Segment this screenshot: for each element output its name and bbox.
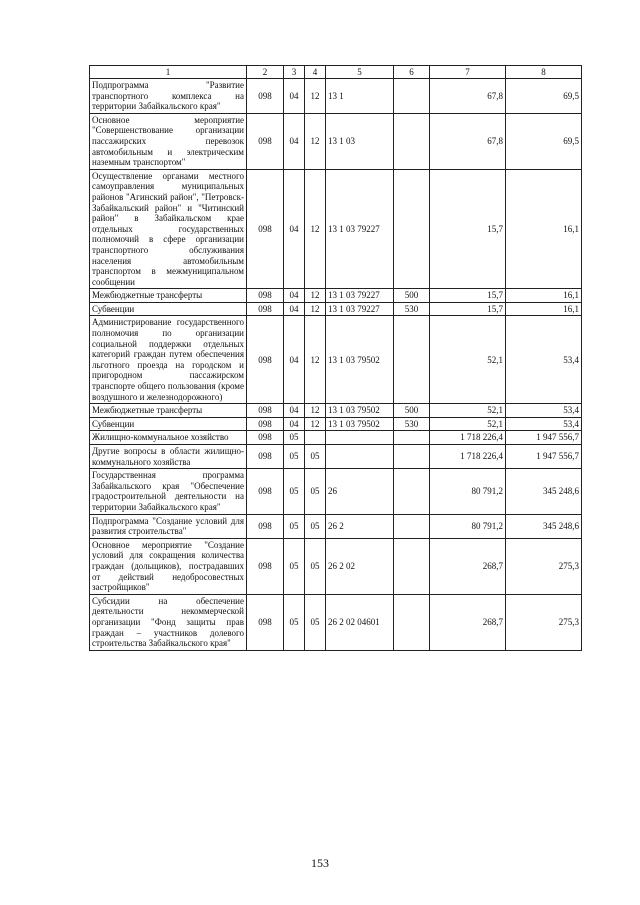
table-header-row [90, 66, 582, 79]
row-amount-1: 1 718 226,4 [430, 445, 506, 469]
row-amount-2: 345 248,6 [506, 469, 582, 514]
table-row [90, 431, 582, 445]
row-ministry-code: 098 [247, 538, 284, 594]
row-name: Государственная программа Забайкальского края "Обеспечение градостроительной деятельности на территории Забайкальского края" [90, 469, 247, 514]
row-name: Межбюджетные трансферты [90, 404, 247, 418]
table-row [90, 417, 582, 431]
header-col-1: 1 [90, 66, 247, 79]
row-subsection-code: 05 [305, 445, 326, 469]
row-target-code: 13 1 [326, 79, 394, 114]
row-ministry-code: 098 [247, 445, 284, 469]
budget-table [89, 65, 582, 651]
row-ministry-code: 098 [247, 431, 284, 445]
table-row [90, 289, 582, 303]
row-subsection-code: 12 [305, 316, 326, 404]
row-section-code: 05 [284, 514, 305, 538]
row-amount-1: 80 791,2 [430, 514, 506, 538]
row-name: Подпрограмма "Создание условий для развития строительства" [90, 514, 247, 538]
row-target-code: 13 1 03 [326, 113, 394, 169]
table-row [90, 404, 582, 418]
row-name: Осуществление органами местного самоуправления муниципальных районов "Агинский район", "Петровск-Забайкальский район" и "Читинский район" в Забайкальском крае отдельных государственных полномочий в сфере организации транспортного обслуживания населения автомобильным транспортом в межмуниципальном сообщении [90, 169, 247, 289]
row-expense-type: 530 [394, 417, 430, 431]
table-row [90, 594, 582, 650]
row-amount-2: 275,3 [506, 594, 582, 650]
row-amount-1: 268,7 [430, 594, 506, 650]
row-amount-1: 52,1 [430, 417, 506, 431]
table-row [90, 445, 582, 469]
row-name: Субсидии на обеспечение деятельности некоммерческой организации "Фонд защиты прав граждан – участников долевого строительства Забайкальского края" [90, 594, 247, 650]
page-number: 153 [311, 856, 329, 870]
row-amount-2: 345 248,6 [506, 514, 582, 538]
row-ministry-code: 098 [247, 289, 284, 303]
row-expense-type: 500 [394, 289, 430, 303]
row-subsection-code: 05 [305, 594, 326, 650]
table-row [90, 514, 582, 538]
row-target-code: 26 2 02 [326, 538, 394, 594]
row-amount-2: 16,1 [506, 289, 582, 303]
row-target-code [326, 431, 394, 445]
header-col-3: 3 [284, 66, 305, 79]
row-amount-2: 1 947 556,7 [506, 445, 582, 469]
row-ministry-code: 098 [247, 417, 284, 431]
row-section-code: 04 [284, 404, 305, 418]
row-amount-1: 67,8 [430, 79, 506, 114]
row-ministry-code: 098 [247, 594, 284, 650]
row-target-code [326, 445, 394, 469]
table-row [90, 302, 582, 316]
row-ministry-code: 098 [247, 302, 284, 316]
row-amount-2: 69,5 [506, 113, 582, 169]
row-amount-1: 67,8 [430, 113, 506, 169]
row-amount-2: 69,5 [506, 79, 582, 114]
row-section-code: 04 [284, 417, 305, 431]
row-subsection-code: 05 [305, 469, 326, 514]
row-target-code: 13 1 03 79227 [326, 302, 394, 316]
row-target-code: 26 2 02 04601 [326, 594, 394, 650]
row-section-code: 04 [284, 79, 305, 114]
row-subsection-code: 12 [305, 417, 326, 431]
row-amount-2: 53,4 [506, 417, 582, 431]
header-col-2: 2 [247, 66, 284, 79]
row-subsection-code: 12 [305, 289, 326, 303]
row-section-code: 05 [284, 445, 305, 469]
row-amount-1: 80 791,2 [430, 469, 506, 514]
row-name: Подпрограмма "Развитие транспортного комплекса на территории Забайкальского края" [90, 79, 247, 114]
header-col-5: 5 [326, 66, 394, 79]
row-amount-1: 15,7 [430, 169, 506, 289]
header-col-7: 7 [430, 66, 506, 79]
row-amount-1: 1 718 226,4 [430, 431, 506, 445]
row-amount-1: 268,7 [430, 538, 506, 594]
table-row [90, 538, 582, 594]
row-amount-2: 16,1 [506, 169, 582, 289]
row-name: Субвенции [90, 417, 247, 431]
row-section-code: 05 [284, 469, 305, 514]
row-section-code: 04 [284, 316, 305, 404]
row-expense-type [394, 431, 430, 445]
row-expense-type [394, 79, 430, 114]
row-expense-type [394, 169, 430, 289]
table-row [90, 169, 582, 289]
row-ministry-code: 098 [247, 169, 284, 289]
row-expense-type: 500 [394, 404, 430, 418]
row-name: Субвенции [90, 302, 247, 316]
row-ministry-code: 098 [247, 79, 284, 114]
table-row [90, 316, 582, 404]
row-section-code: 05 [284, 431, 305, 445]
row-subsection-code: 05 [305, 514, 326, 538]
header-col-4: 4 [305, 66, 326, 79]
row-amount-1: 52,1 [430, 316, 506, 404]
header-col-6: 6 [394, 66, 430, 79]
row-target-code: 13 1 03 79502 [326, 417, 394, 431]
row-amount-1: 15,7 [430, 302, 506, 316]
row-name: Жилищно-коммунальное хозяйство [90, 431, 247, 445]
row-amount-2: 53,4 [506, 316, 582, 404]
row-ministry-code: 098 [247, 404, 284, 418]
row-name: Основное мероприятие "Совершенствование организации пассажирских перевозок автомобильным и электрическим наземным транспортом" [90, 113, 247, 169]
row-section-code: 04 [284, 302, 305, 316]
row-ministry-code: 098 [247, 316, 284, 404]
row-amount-2: 16,1 [506, 302, 582, 316]
row-expense-type [394, 316, 430, 404]
header-col-8: 8 [506, 66, 582, 79]
row-amount-2: 53,4 [506, 404, 582, 418]
row-ministry-code: 098 [247, 469, 284, 514]
row-ministry-code: 098 [247, 113, 284, 169]
row-expense-type [394, 538, 430, 594]
row-name: Другие вопросы в области жилищно-коммунального хозяйства [90, 445, 247, 469]
row-name: Администрирование государственного полномочия по организации социальной поддержки отдельных категорий граждан путем обеспечения льготного проезда на городском и пригородном пассажирском транспорте общего пользования (кроме воздушного и железнодорожного) [90, 316, 247, 404]
row-name: Основное мероприятие "Создание условий для сокращения количества граждан (дольщиков), пострадавших от действий недобросовестных застройщиков" [90, 538, 247, 594]
row-target-code: 13 1 03 79502 [326, 404, 394, 418]
row-subsection-code: 12 [305, 169, 326, 289]
row-section-code: 04 [284, 169, 305, 289]
row-target-code: 26 [326, 469, 394, 514]
row-amount-2: 275,3 [506, 538, 582, 594]
row-expense-type [394, 445, 430, 469]
row-name: Межбюджетные трансферты [90, 289, 247, 303]
table-row [90, 113, 582, 169]
row-amount-2: 1 947 556,7 [506, 431, 582, 445]
row-expense-type [394, 469, 430, 514]
row-target-code: 26 2 [326, 514, 394, 538]
row-section-code: 05 [284, 538, 305, 594]
row-target-code: 13 1 03 79227 [326, 169, 394, 289]
row-expense-type [394, 594, 430, 650]
row-section-code: 04 [284, 289, 305, 303]
row-subsection-code: 12 [305, 79, 326, 114]
row-section-code: 05 [284, 594, 305, 650]
row-subsection-code [305, 431, 326, 445]
row-target-code: 13 1 03 79502 [326, 316, 394, 404]
row-subsection-code: 12 [305, 404, 326, 418]
table-row [90, 79, 582, 114]
table-row [90, 469, 582, 514]
row-subsection-code: 12 [305, 113, 326, 169]
row-ministry-code: 098 [247, 514, 284, 538]
row-expense-type: 530 [394, 302, 430, 316]
row-amount-1: 15,7 [430, 289, 506, 303]
row-target-code: 13 1 03 79227 [326, 289, 394, 303]
row-expense-type [394, 514, 430, 538]
row-subsection-code: 12 [305, 302, 326, 316]
row-expense-type [394, 113, 430, 169]
row-subsection-code: 05 [305, 538, 326, 594]
row-section-code: 04 [284, 113, 305, 169]
row-amount-1: 52,1 [430, 404, 506, 418]
